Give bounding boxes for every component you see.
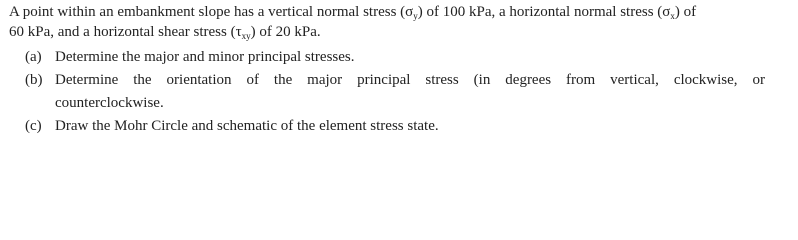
part-text-line: counterclockwise. <box>55 95 164 111</box>
intro-text: ) of 100 kPa, a horizontal normal stress ( <box>417 4 663 20</box>
intro-text: A point within an embankment slope has a vertical normal stress ( <box>9 4 406 20</box>
intro-line-2 <box>9 22 789 42</box>
subscript-xy: xy <box>241 31 251 41</box>
sigma-symbol: σ <box>405 4 414 20</box>
part-text: Draw the Mohr Circle and schematic of the element stress state. <box>55 118 439 134</box>
part-a <box>25 46 789 69</box>
part-label: (c) <box>25 118 42 134</box>
sigma-symbol: σ <box>662 4 671 20</box>
part-c <box>25 115 789 138</box>
intro-text: 60 kPa, and a horizontal shear stress ( <box>9 24 236 40</box>
part-label: (b) <box>25 72 43 88</box>
tau-symbol: τ <box>235 24 242 40</box>
question-parts <box>25 46 789 138</box>
problem-statement <box>9 2 789 138</box>
intro-text: ) of <box>674 4 697 20</box>
intro-line-1 <box>9 2 789 22</box>
part-label: (a) <box>25 49 42 65</box>
part-b <box>25 69 789 115</box>
part-text-line: Determine the orientation of the major principal stress (in degrees from vertical, clockwise, or <box>55 72 765 88</box>
intro-text: ) of 20 kPa. <box>250 24 321 40</box>
subscript-x: x <box>670 11 675 21</box>
part-text <box>55 69 789 115</box>
subscript-y: y <box>413 11 418 21</box>
part-text: Determine the major and minor principal stresses. <box>55 49 355 65</box>
